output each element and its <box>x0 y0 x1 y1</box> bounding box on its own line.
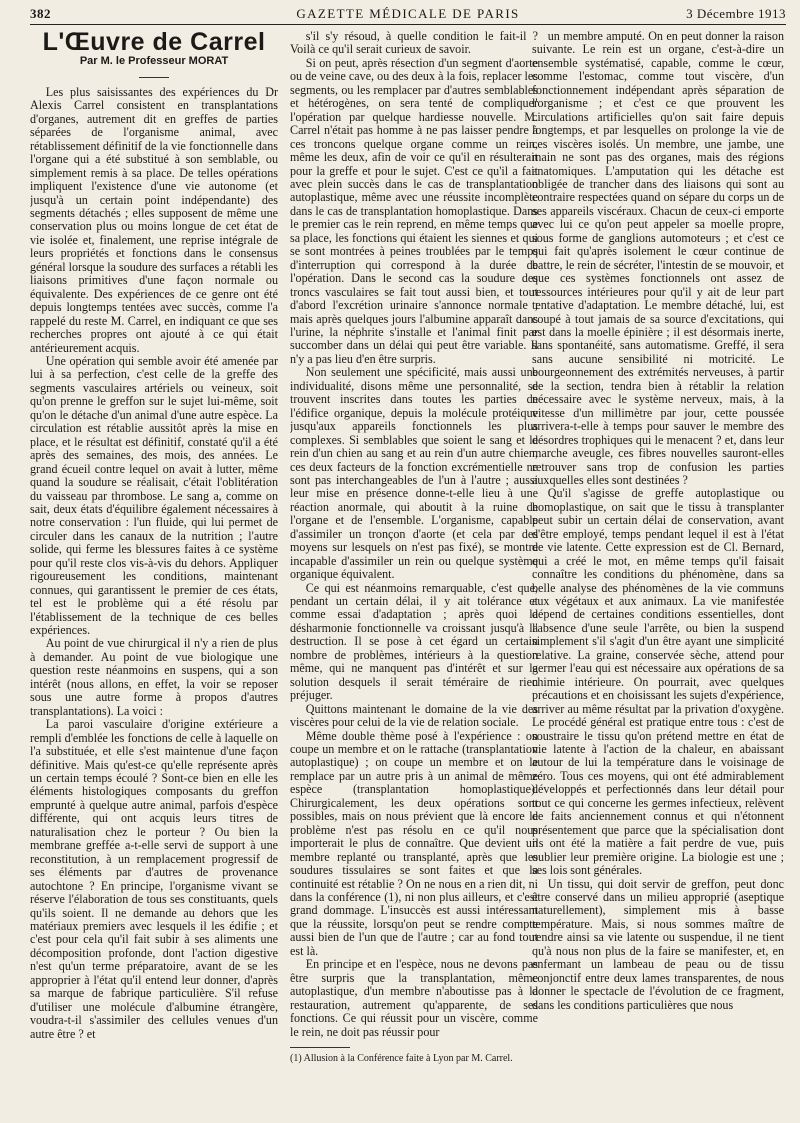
paragraph: La paroi vasculaire d'origine extérieure a rempli d'emblée les fonctions de celle à laquelle on l'a substituée, et elle s'est maintenue d'une façon définitive. Mais qu'est-ce qu'elle représente après un certain temps écoulé ? Sont-ce bien en elle les éléments histologiques composants du greffon emprunté à quelque autre animal, parfois d'espèce différente, qui ont acquis leurs titres de naturalisation chez le porteur ? Ou bien la membrane greffée a-t-elle servi de support à une reconstitution, à un remplacement progressif de ses éléments par d'autres de provenance autochtone ? En principe, l'organisme vivant se réserve l'élaboration de tous ses constituants, quels qu'ils soient. Il ne demande au dehors que les matériaux premiers avec lesquels il les édifie ; et c'est pour cela qu'il fait subir à ses aliments une décomposition profonde, dont l'action digestive n'est qu'un terme préparatoire, avant de se les approprier à l'état qu'il entend leur donner, d'après sa marque de fabrique particulière. S'il refuse d'utiliser une molécule d'albumine étrangère, voudra-t-il s'assimiler des cellules venues d'un autre être ? et <box>30 717 278 1041</box>
column-2 <box>290 30 538 1115</box>
article-byline: Par M. le Professeur MORAT <box>79 55 229 68</box>
paragraph: Quittons maintenant le domaine de la vie des viscères pour celui de la vie de relation sociale. <box>290 701 538 730</box>
paragraph: s'il s'y résoud, à quelle condition le fait-il ? Voilà ce qu'il serait curieux de savoir. <box>290 30 538 57</box>
running-head <box>30 6 786 24</box>
journal-title: GAZETTE MÉDICALE DE PARIS <box>296 6 520 21</box>
column-1 <box>30 30 278 1115</box>
issue-date: 3 Décembre 1913 <box>686 6 786 21</box>
page-number: 382 <box>30 6 51 21</box>
footnote-rule <box>290 1047 350 1048</box>
title-separator <box>139 77 169 78</box>
paragraph: Qu'il s'agisse de greffe autoplastique ou homoplastique, on sait que le tissu à transplanter peut subir un certain délai de conservation, avant d'être employé, temps pendant lequel il est à l'état de vie latente. Cette expression est de Cl. Bernard, qui a créé le mot, en même temps qu'il faisait connaître les conditions du phénomène, dans sa belle analyse des phénomènes de la vie communs aux végétaux et aux animaux. La vie manifestée dépend de certaines conditions essentielles, dont l'absence d'une seule l'arrête, ou bien la suspend simplement s'il s'agit d'un être ayant une simplicité relative. La graine, conservée sèche, attend pour germer l'eau qui est nécessaire aux opérations de sa chimie intérieure. On pourrait, avec quelques précautions et en choisissant les sujets d'expérience, arriver au même résultat par la privation d'oxygène. Le procédé général est pratique entre tous : c'est de soustraire le tissu qu'on prétend mettre en état de vie latente à l'action de la chaleur, en abaissant autour de lui la température dans le voisinage de zéro. Tous ces moyens, qui ont été admirablement développés et perfectionnés dans leur détail pour tout ce qui concerne les germes infectieux, relèvent de faits anciennement connus et qui n'étonnent présentement que parce que la spécialisation dont ils ont été la matière a fait perdre de vue, puis oublier leur première origine. La biologie est une ; ses lois sont générales. <box>532 486 784 878</box>
paragraph: un membre amputé. On en peut donner la raison suivante. Le rein est un organe, c'est-à-dire un ensemble systématisé, capable, comme le cœur, comme l'estomac, comme tout viscère, d'un fonctionnement indépendant après séparation de l'organisme ; et c'est ce que prouvent les circulations artificielles qu'on sait faire depuis longtemps, et par lesquelles on prolonge la vie de ces viscères isolés. Un membre, une jambe, une main ne sont pas des organes, mais des régions anatomiques. L'amputation qui les détache est obligée de trancher dans des liaisons qui sont au contraire respectées quand on sépare du corps un de ses appareils viscéraux. Chacun de ceux-ci emporte avec lui ce qu'on peut appeler sa moelle propre, sous forme de ganglions automoteurs ; et c'est ce qui fait qu'après isolement le cœur continue de battre, le rein de sécréter, l'intestin de se mouvoir, et que ces systèmes fonctionnels ont assez de ressources intérieures pour qu'il y ait de leur part tentative d'adaptation. Le membre détaché, lui, est coupé à tout jamais de sa source d'excitations, qui est dans la moelle épinière ; il est désormais inerte, sans spontanéité, sans automatisme. Greffé, il sera sans aucune sensibilité ni motricité. Le bourgeonnement des extrémités nerveuses, à partir de la section, tendra bien à rétablir la relation nécessaire avec le système nerveux, mais, à la vitesse d'un millimètre par jour, cette poussée arrivera-t-elle à temps pour sauver le membre des désordres trophiques qui le menacent ? et, dans leur marche aveugle, ces fibres nouvelles sauront-elles retrouver sans trop de confusion les parties auxquelles elles sont destinées ? <box>532 30 784 487</box>
paragraph: Même double thème posé à l'expérience : on coupe un membre et on le rattache (transplantation autoplastique) ; on coupe un membre et on le remplace par un autre pris à un animal de même espèce (transplantation homoplastique). Chirurgicalement, les deux opérations sont possibles, mais on nous prévient que là encore le problème n'est pas résolu en ce qu'il nous importerait le plus de connaître. Que devient un membre replanté ou transplanté, après que les soudures tissulaires se sont faites et que la continuité est rétablie ? On ne nous en a rien dit, ni dans la conférence (1), ni non plus ailleurs, et c'est grand dommage. L'insuccès est aussi intéressant que la réussite, lorsqu'on peut se rendre compte aussi bien de l'un que de l'autre ; car au fond tout est là. <box>290 728 538 958</box>
column-3 <box>532 30 784 1115</box>
paragraph: Si on peut, après résection d'un segment d'aorte ou de veine cave, ou des deux à la fois, replacer les segments, ou les remplacer par d'autres semblables et hétérogènes, on sera tenté de compliquer l'opération par quelque hardiesse nouvelle. M. Carrel n'était pas homme à ne pas laisser pendre à ces troncons quelque organe comme un rein, même les deux, afin de voir ce qu'il en résulterait pour la greffe et pour le sujet. C'est ce qu'il a fait avec plein succès dans le cas de transplantation autoplastique, même avec une réussite incomplète dans le cas de transplantation homoplastique. Dans le premier cas le rein reprend, en même temps que sa place, les fonctions qui étaient les siennes et qui se sont montrées à peines troublées par le temps d'interruption qui correspond à la durée de l'opération. Dans le second cas la soudure des troncs vasculaires se fait tout aussi bien, et tout d'abord l'excrétion urinaire s'annonce normale ; mais après quelques jours l'albumine apparaît dans l'urine, la néphrite s'installe et l'animal finit par succomber dans un délai qui peut être variable. Il n'y a pas lieu d'en être surpris. <box>290 55 538 366</box>
paragraph: Non seulement une spécificité, mais aussi une individualité, disons même une personnalité, se trouvent inscrites dans toutes les parties de l'édifice organique, depuis la molécule protéique jusqu'aux appareils fonctionnels les plus complexes. Si semblables que soient le sang et le rein d'un chien au sang et au rein d'un autre chien, ces deux facteurs de la fonction excrémentielle ne sont pas interchangeables de l'un à l'autre ; aussi leur mise en présence donne-t-elle lieu à une réaction anormale, qui aboutit à la ruine de l'organe et de l'ensemble. L'organisme, capable d'assimiler un tronçon d'aorte (et cela par des moyens sur lesquels on n'est pas fixé), se montre incapable d'assimiler un rein ou quelque système organique équivalent. <box>290 365 538 582</box>
article-title: L'Œuvre de Carrel <box>42 30 266 56</box>
footnote: (1) Allusion à la Conférence faite à Lyon par M. Carrel. <box>290 1052 513 1064</box>
paragraph: En principe et en l'espèce, nous ne devons pas être surpris que la transplantation, même autoplastique, d'un membre n'aboutisse pas à la restauration, autrement qu'apparente, de ses fonctions. Ce qui réussit pour un viscère, comme le rein, ne doit pas réussir pour <box>290 957 538 1039</box>
paragraph: Les plus saisissantes des expériences du Dr Alexis Carrel consistent en transplantations d'organes, autrement dit en greffes de parties séparées de l'organisme animal, avec rétablissement définitif de la vie fonctionnelle dans l'organe qui a été substitué à son semblable, ou simplement remis à sa place. De telles opérations impliquent l'existence d'une vie autonome (et jusqu'à un certain point indépendante) des segments détachés ; elles supposent de même une conservation plus ou moins longue de cet état de vie isolée et, finalement, une reprise intégrale de leurs propriétés et fonctions dans le consensus général lorsque la soudure des surfaces a rétabli les liaisons primitives d'une façon normale ou équivalente. Des expériences de ce genre ont été depuis longtemps tentées avec succès, comme l'a rappelé du reste M. Carrel, en indiquant ce que ses recherches propres ont ajouté à ce qui était antérieurement acquis. <box>30 84 278 355</box>
header-rule <box>30 24 786 25</box>
paragraph: Au point de vue chirurgical il n'y a rien de plus à demander. Au point de vue biologique une question reste néanmoins en suspens, qui a son intérêt (nous allons, en effet, la voir se reposer sous une autre forme à propos d'autres transplantations). La voici : <box>30 636 278 718</box>
paragraph: Ce qui est néanmoins remarquable, c'est que, pendant un certain délai, il y ait tolérance et comme essai d'adaptation ; après quoi la désharmonie fonctionnelle va croissant jusqu'à la destruction. Il se pose à cet égard un certain nombre de problèmes, intérieurs à la question même, qui ne manquent pas d'intérêt et sur la solution desquels il serait téméraire de rien préjuger. <box>290 580 538 703</box>
paragraph: Une opération qui semble avoir été amenée par lui à sa perfection, c'est celle de la greffe des segments vasculaires artériels ou veineux, soit qu'on prenne le greffon sur le sujet lui-même, soit qu'on le détache d'un animal d'une autre espèce. La circulation est rétablie aussitôt après la mise en place, et le résultat est définitif, constaté qu'il a été après des semaines, des mois, des années. Le grand écueil contre lequel on avait à lutter, même quand la soudure se réalisait, c'était l'oblitération du vaisseau par thrombose. Le sang a, comme on sait, deux états d'équilibre également nécessaires à notre conservation : l'un fluide, qui lui permet de circuler dans les canaux de la nutrition ; l'autre solide, qui ferme les blessures faites à ce système pour qu'il reste clos vis-à-vis du dehors. Appliquer rigoureusement les conditions, maintenant connues, qui garantissent le premier de ces états, tel est le problème qui a été résolu par l'établissement de la technique de ces belles expériences. <box>30 353 278 638</box>
paragraph: Un tissu, qui doit servir de greffon, peut donc être conservé dans un milieu approprié (aseptique naturellement), simplement mis à basse température. Mais, si nous sommes maître de rendre ainsi sa vie latente ou suspendue, il ne tient qu'à nous non plus de la faire se manifester, et, en enfermant un lambeau de peau ou de tissu conjonctif entre deux lames transparentes, de nous donner le spectacle de l'évolution de ce fragment, dans les conditions particulières que nous <box>532 876 784 1012</box>
